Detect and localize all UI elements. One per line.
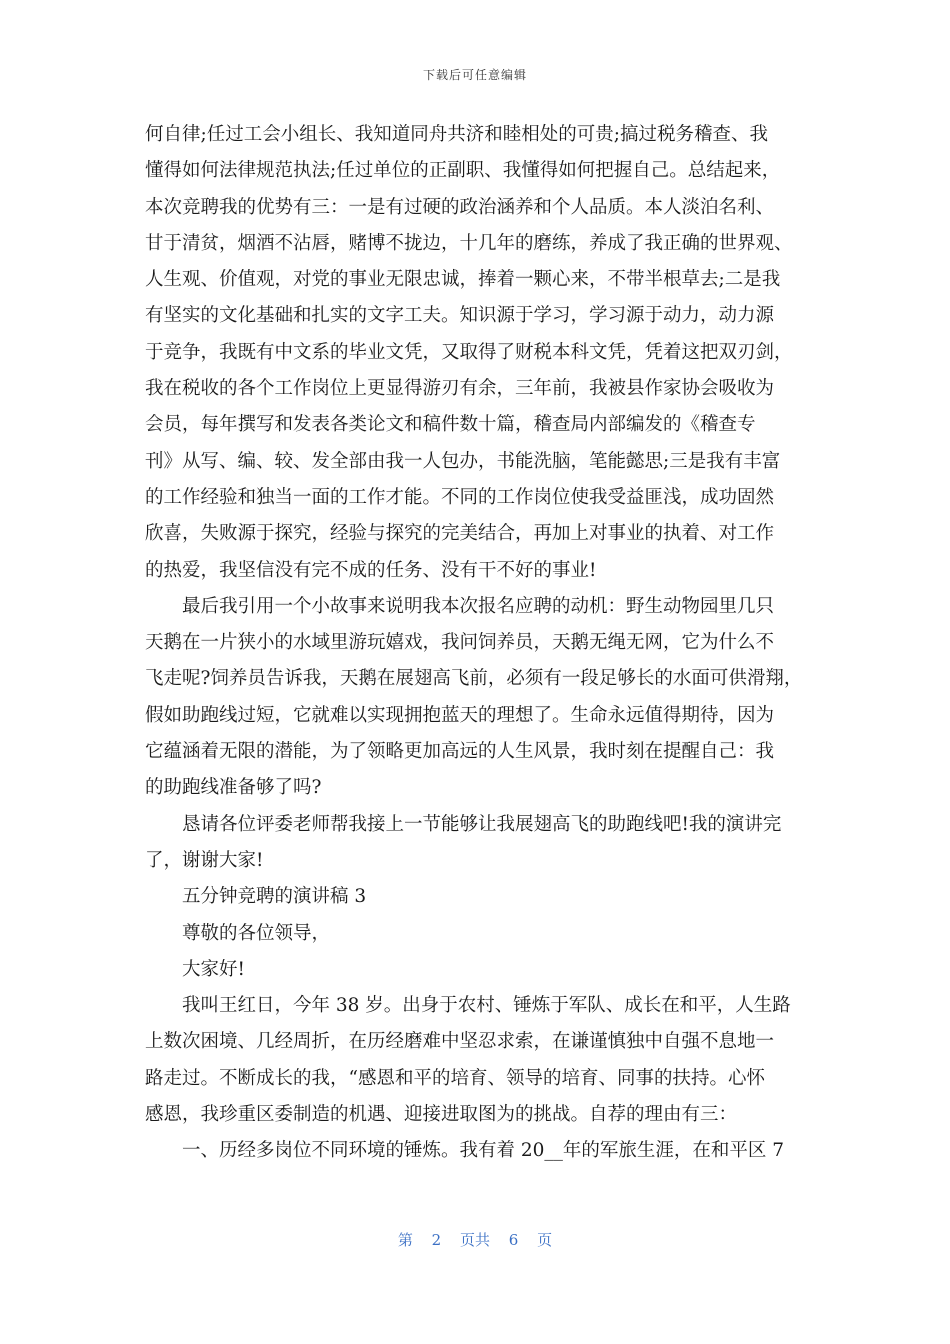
greeting: 大家好! xyxy=(182,958,245,980)
text-line: 天鹅在一片狭小的水域里游玩嬉戏，我问饲养员，天鹅无绳无网，它为什么不 xyxy=(145,632,775,654)
text-line: 假如助跑线过短，它就难以实现拥抱蓝天的理想了。生命永远值得期待，因为 xyxy=(145,704,775,726)
paragraph-start: 恳请各位评委老师帮我接上一节能够让我展翅高飞的助跑线吧!我的演讲完 xyxy=(182,813,782,835)
text-line: 有坚实的文化基础和扎实的文字工夫。知识源于学习，学习源于动力，动力源 xyxy=(145,305,775,327)
paragraph-start: 最后我引用一个小故事来说明我本次报名应聘的动机：野生动物园里几只 xyxy=(182,595,775,617)
text-line: 它蕴涵着无限的潜能，为了领略更加高远的人生风景，我时刻在提醒自己：我 xyxy=(145,741,775,763)
text-line: 路走过。不断成长的我，“感恩和平的培育、领导的培育、同事的扶持。心怀 xyxy=(145,1067,765,1089)
text-line: 本次竞聘我的优势有三：一是有过硬的政治涵养和个人品质。本人淡泊名利、 xyxy=(145,196,775,218)
text-line: 飞走呢?饲养员告诉我，天鹅在展翅高飞前，必须有一段足够长的水面可供滑翔， xyxy=(145,668,803,690)
text-line: 的助跑线准备够了吗? xyxy=(145,777,322,799)
document-body xyxy=(145,117,810,1170)
salutation: 尊敬的各位领导， xyxy=(182,922,331,944)
text-line: 了，谢谢大家! xyxy=(145,849,264,871)
text-line: 会员，每年撰写和发表各类论文和稿件数十篇，稽查局内部编发的《稽查专 xyxy=(145,414,756,436)
page-header: 下载后可任意编辑 xyxy=(422,68,527,82)
text-line: 于竞争，我既有中文系的毕业文凭，又取得了财税本科文凭，凭着这把双刃剑， xyxy=(145,341,793,363)
page-number: 第 2 页共 6 页 xyxy=(397,1231,553,1249)
text-line: 上数次困境、几经周折，在历经磨难中坚忍求索，在谦谨慎独中自强不息地一 xyxy=(145,1031,775,1053)
text-line: 人生观、价值观，对党的事业无限忠诚，捧着一颗心来，不带半根草去;二是我 xyxy=(145,269,781,291)
text-line: 欣喜，失败源于探究，经验与探究的完美结合，再加上对事业的执着、对工作 xyxy=(145,523,775,545)
text-line: 的热爱，我坚信没有完不成的任务、没有干不好的事业! xyxy=(145,559,597,581)
text-line: 我在税收的各个工作岗位上更显得游刃有余，三年前，我被县作家协会吸收为 xyxy=(145,378,775,400)
paragraph-start: 一、历经多岗位不同环境的锤炼。我有着 20__年的军旅生涯，在和平区 7 xyxy=(182,1140,785,1162)
text-line: 的工作经验和独当一面的工作才能。不同的工作岗位使我受益匪浅，成功固然 xyxy=(145,486,775,508)
text-line: 甘于清贫，烟酒不沾唇，赌博不拢边，十几年的磨练，养成了我正确的世界观、 xyxy=(145,232,793,254)
text-line: 刊》从写、编、较、发全部由我一人包办，书能洗脑，笔能懿思;三是我有丰富 xyxy=(145,450,781,472)
text-line: 感恩，我珍重区委制造的机遇、迎接进取图为的挑战。自荐的理由有三： xyxy=(145,1104,738,1126)
section-title: 五分钟竞聘的演讲稿 3 xyxy=(182,886,367,908)
text-line: 何自律;任过工会小组长、我知道同舟共济和睦相处的可贵;搞过税务稽查、我 xyxy=(145,124,768,145)
paragraph-start: 我叫王红日，今年 38 岁。出身于农村、锤炼于军队、成长在和平，人生路 xyxy=(182,995,791,1017)
text-line: 懂得如何法律规范执法;任过单位的正副职、我懂得如何把握自己。总结起来， xyxy=(145,160,781,182)
